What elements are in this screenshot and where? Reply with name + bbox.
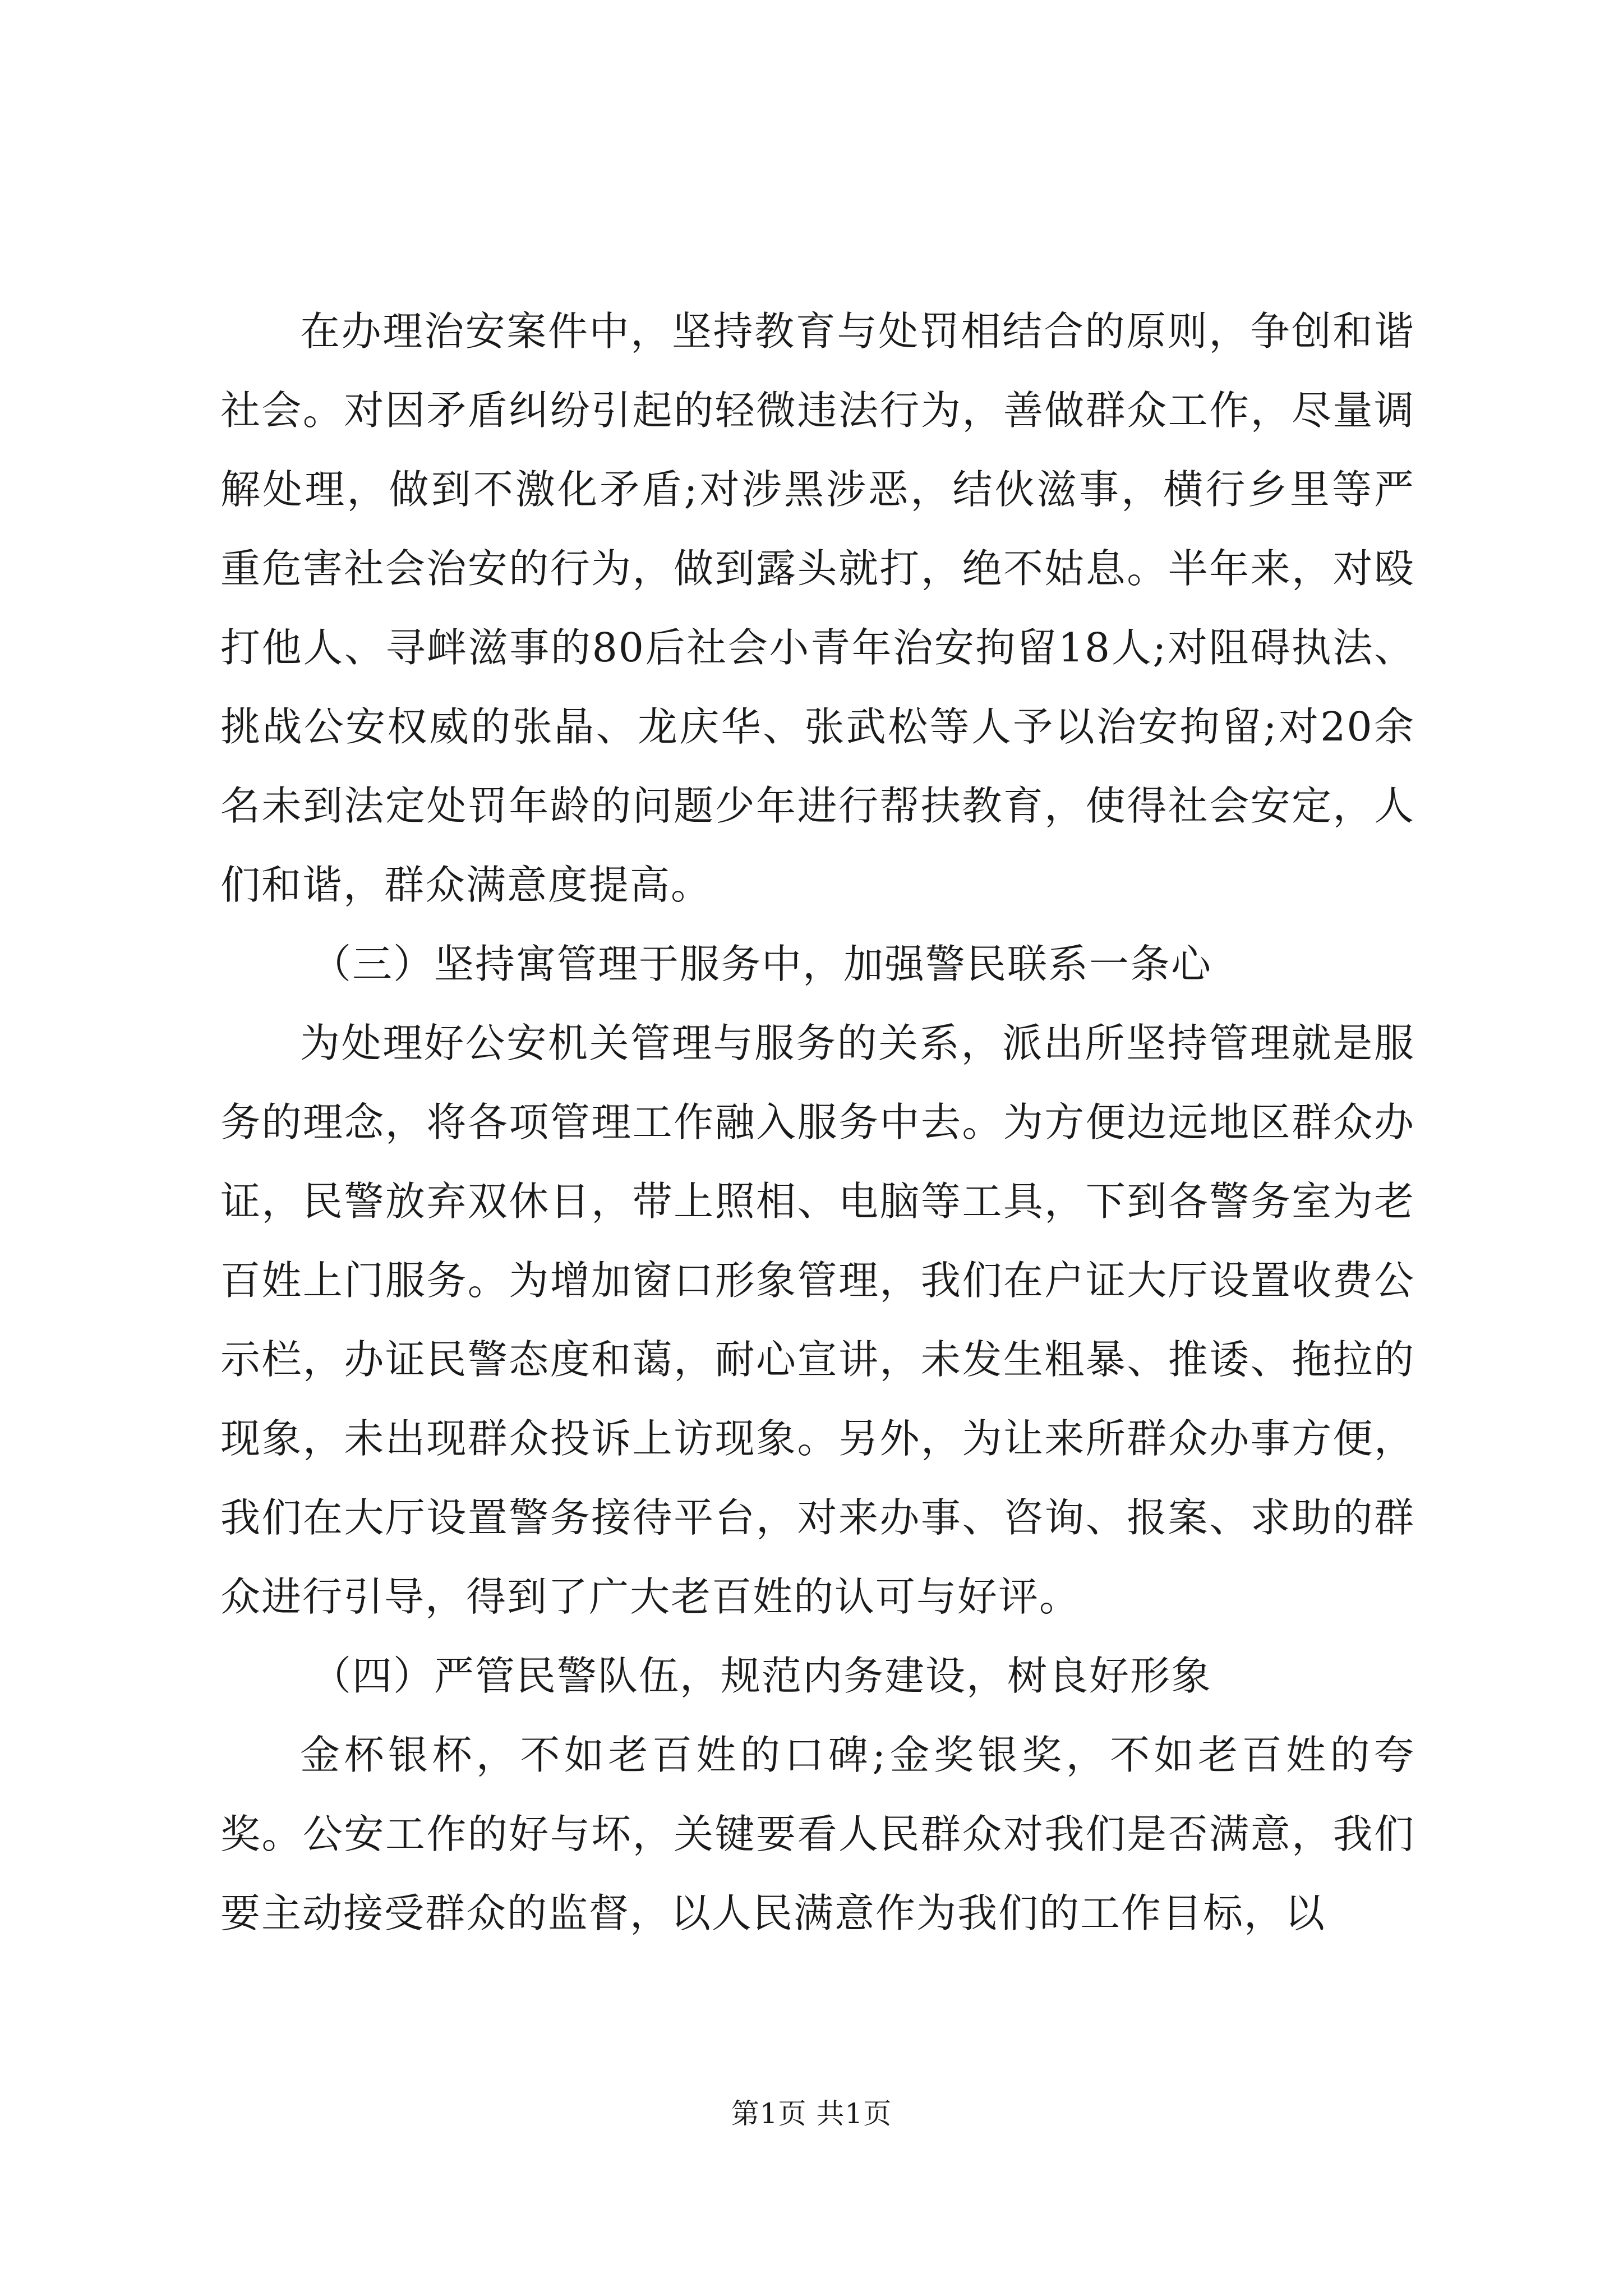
section-heading-3: （三）坚持寓管理于服务中，加强警民联系一条心 [311, 941, 1212, 987]
paragraph-public-security-cases: 在办理治安案件中，坚持教育与处罚相结合的原则，争创和谐社会。对因矛盾纠纷引起的轻微违法行为，善做群众工作，尽量调解处理，做到不激化矛盾;对涉黑涉恶，结伙滋事，横行乡里等严重危害社会治安的行为，做到露头就打，绝不姑息。半年来，对殴打他人、寻衅滋事的80后社会小青年治安拘留18人;对阻碍执法、挑战公安权威的张晶、龙庆华、张武松等人予以治安拘留;对20余名未到法定处罚年龄的问题少年进行帮扶教育，使得社会安定，人们和谐，群众满意度提高。 [220, 308, 1415, 908]
page-footer: 第1页 共1页 [731, 2097, 892, 2130]
section-heading-4: （四）严管民警队伍，规范内务建设，树良好形象 [311, 1653, 1212, 1699]
paragraph-management-service: 为处理好公安机关管理与服务的关系，派出所坚持管理就是服务的理念，将各项管理工作融入服务中去。为方便边远地区群众办证，民警放弃双休日，带上照相、电脑等工具，下到各警务室为老百姓上门服务。为增加窗口形象管理，我们在户证大厅设置收费公示栏，办证民警态度和蔼，耐心宣讲，未发生粗暴、推诿、拖拉的现象，未出现群众投诉上访现象。另外，为让来所群众办事方便，我们在大厅设置警务接待平台，对来办事、咨询、报案、求助的群众进行引导，得到了广大老百姓的认可与好评。 [220, 1020, 1415, 1620]
paragraph-police-image: 金杯银杯，不如老百姓的口碑;金奖银奖，不如老百姓的夸奖。公安工作的好与坏，关键要看人民群众对我们是否满意，我们要主动接受群众的监督，以人民满意作为我们的工作目标，以 [220, 1732, 1415, 1936]
document-body [220, 292, 1415, 1953]
